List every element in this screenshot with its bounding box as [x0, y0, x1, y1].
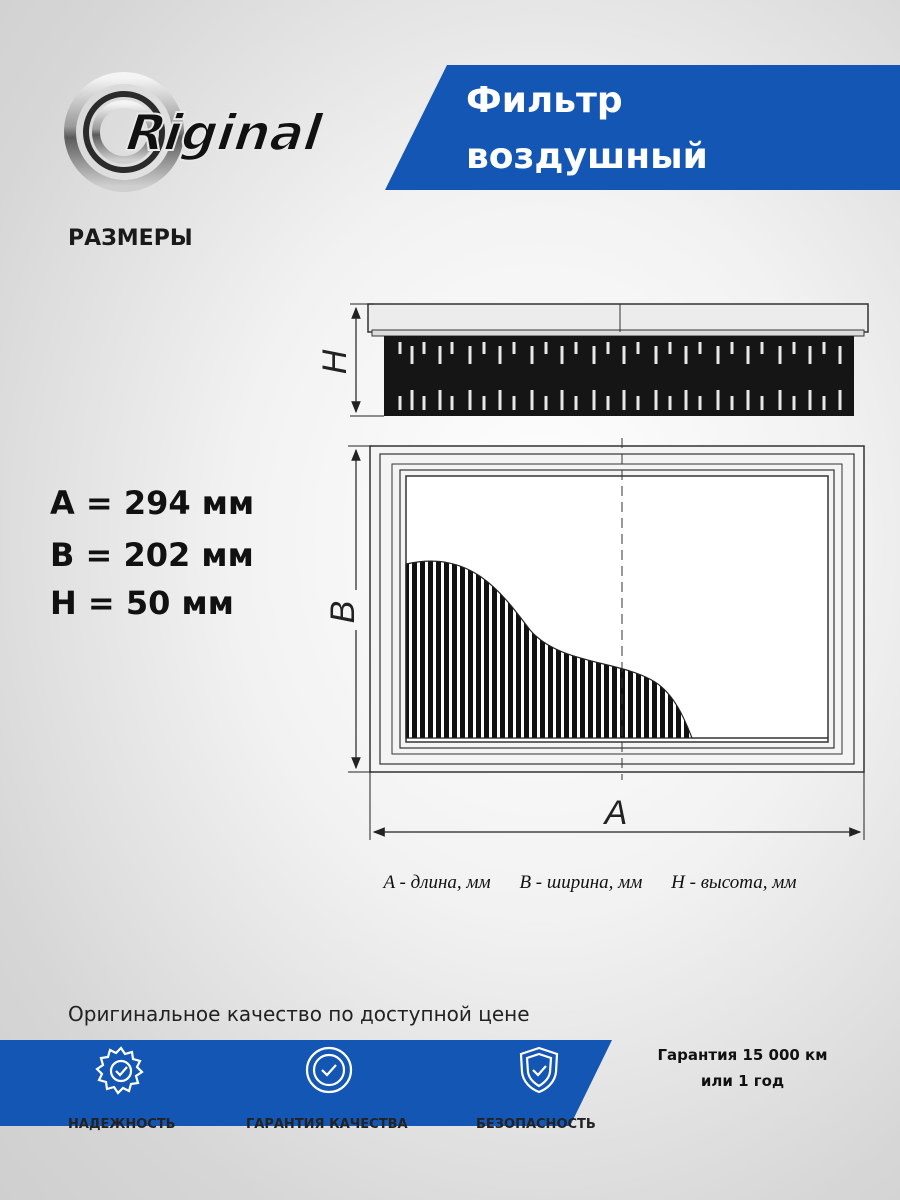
- warranty-line2: или 1 год: [700, 1072, 785, 1090]
- label-b: B: [324, 600, 362, 624]
- warranty-line1: Гарантия 15 000 км: [657, 1046, 828, 1064]
- circle-check-icon: [301, 1042, 357, 1098]
- dimension-width: B = 202 мм: [50, 536, 254, 574]
- side-view: [316, 304, 868, 416]
- legend-length: A - длина, мм: [383, 872, 491, 893]
- filter-technical-drawing: [300, 290, 880, 850]
- feature-label-quality: ГАРАНТИЯ КАЧЕСТВА: [246, 1117, 408, 1132]
- warranty-info: [640, 1042, 845, 1094]
- product-title-line2: воздушный: [466, 136, 708, 177]
- legend-height: H - высота, мм: [671, 872, 797, 893]
- legend-width: B - ширина, мм: [519, 872, 643, 893]
- tagline: Оригинальное качество по доступной цене: [68, 1002, 530, 1026]
- section-title: РАЗМЕРЫ: [68, 226, 193, 251]
- label-h: H: [316, 349, 354, 375]
- top-view: [324, 438, 864, 840]
- feature-label-reliability: НАДЕЖНОСТЬ: [68, 1117, 176, 1132]
- dimension-legend: [300, 872, 880, 894]
- logo-text: Riginal: [117, 104, 332, 163]
- dimension-height: H = 50 мм: [50, 584, 234, 622]
- product-title-line1: Фильтр: [466, 80, 623, 121]
- label-a: A: [604, 794, 628, 832]
- shield-check-icon: [511, 1042, 567, 1098]
- gear-check-icon: [93, 1042, 149, 1098]
- dimension-length: A = 294 мм: [50, 484, 255, 522]
- feature-label-security: БЕЗОПАСНОСТЬ: [476, 1117, 596, 1132]
- brand-logo: [62, 62, 402, 202]
